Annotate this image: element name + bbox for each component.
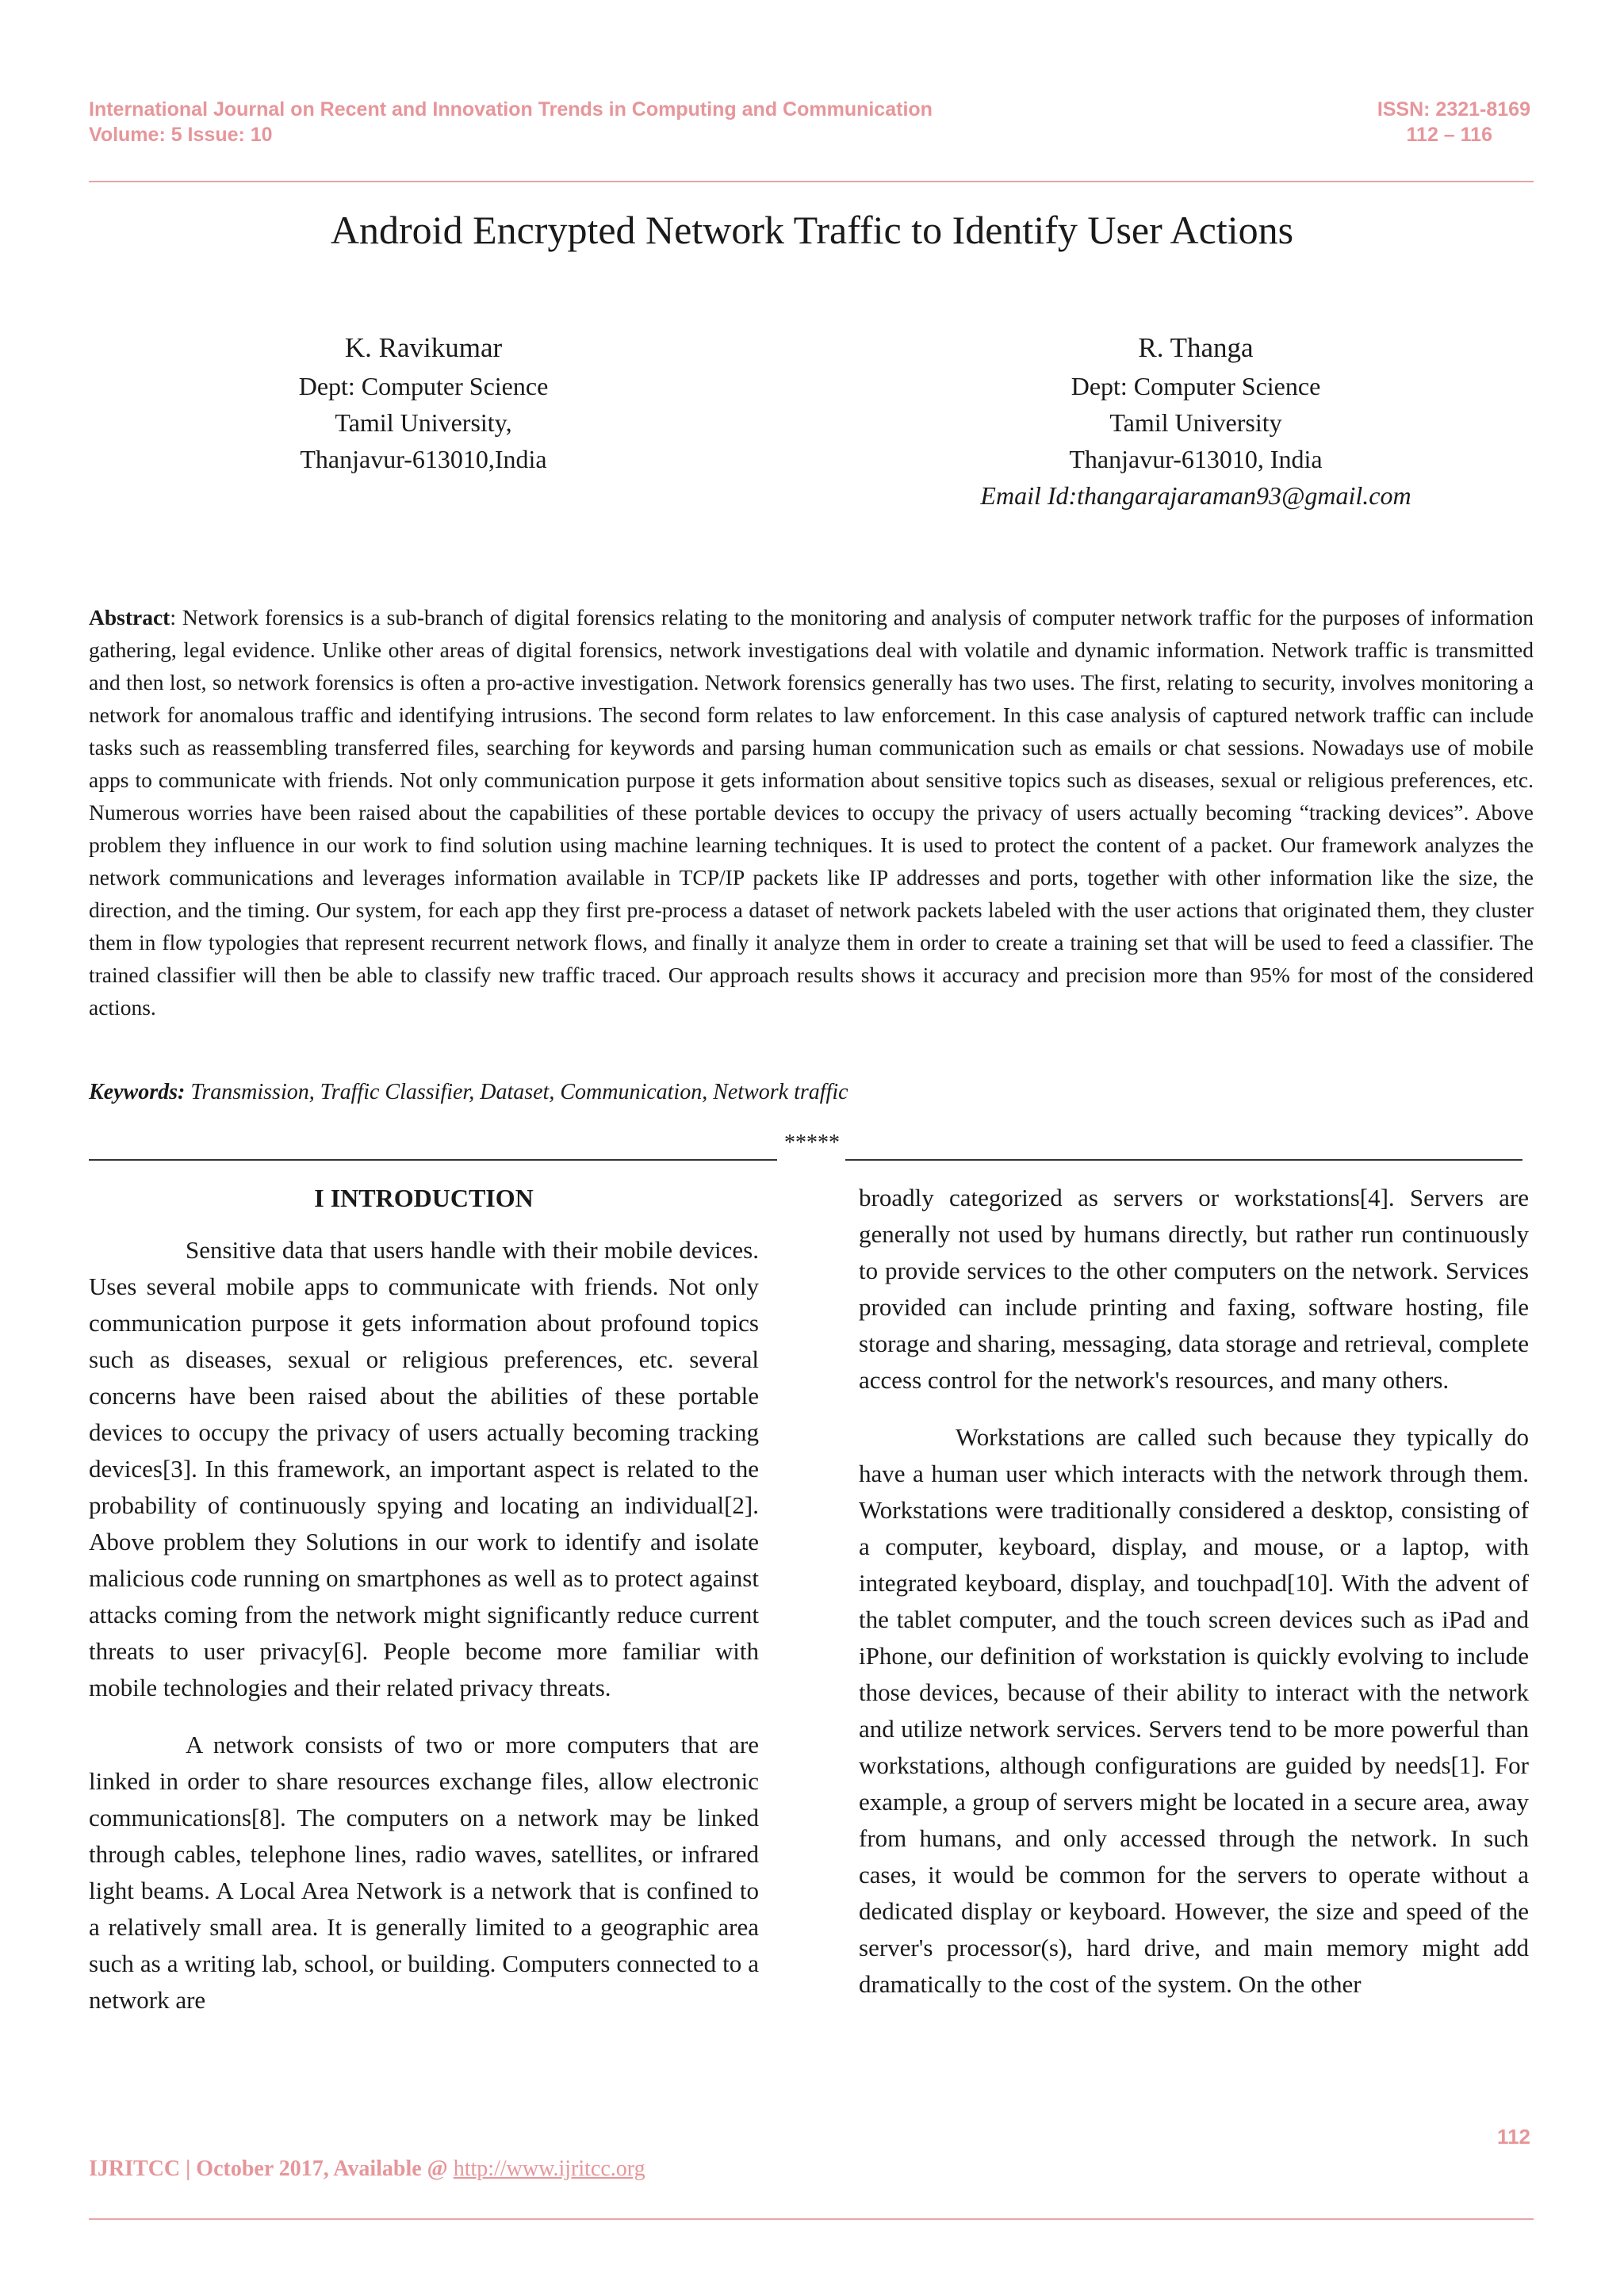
author-block-1 [170, 328, 677, 477]
author-university: Tamil University [1109, 408, 1282, 437]
author-name: R. Thanga [1138, 332, 1254, 363]
separator-rule-left [89, 1159, 777, 1161]
journal-pages: 112 – 116 [1406, 124, 1492, 146]
right-column [859, 1180, 1529, 2003]
author-address: Thanjavur-613010, India [1069, 445, 1323, 473]
header-rule [89, 181, 1534, 182]
author-name: K. Ravikumar [344, 332, 503, 363]
abstract [89, 601, 1534, 1024]
page-number: 112 [1497, 2125, 1530, 2149]
keywords [89, 1077, 1534, 1108]
footer-text: IJRITCC | October 2017, Available @ [89, 2156, 454, 2181]
abstract-text: : Network forensics is a sub-branch of digital forensics relating to the monitoring and analysis of computer network traffic for the purposes of information gathering, legal evidence. Unlike other areas of digital forensics, network investigations deal with volatile and dynamic information. Network traffic is transmitted and then lost, so network forensics is often a pro-active investigation. Network forensics generally has two uses. The first, relating to security, involves monitoring a network for anomalous traffic and identifying intrusions. The second form relates to law enforcement. In this case analysis of captured network traffic can include tasks such as reassembling transferred files, searching for keywords and parsing human communication such as emails or chat sessions. Nowadays use of mobile apps to communicate with friends. Not only communication purpose it gets information about sensitive topics such as diseases, sexual or religious preferences, etc. Numerous worries have been raised about the capabilities of these portable devices to occupy the privacy of users actually becoming “tracking devices”. Above problem they influence in our work to find solution using machine learning techniques. It is used to protect the content of a packet. Our framework analyzes the network communications and leverages information available in TCP/IP packets like IP addresses and ports, together with other information like the size, the direction, and the timing. Our system, for each app they first pre-process a dataset of network packets labeled with the user actions that originated them, they cluster them in flow typologies that represent recurrent network flows, and finally it analyze them in order to create a training set that will be used to feed a classifier. The trained classifier will then be able to classify new traffic traced. Our approach results shows it accuracy and precision more than 95% for most of the considered actions. [89, 605, 1534, 1020]
journal-issn: ISSN: 2321-8169 [1377, 98, 1530, 121]
abstract-label: Abstract [89, 605, 170, 629]
paragraph: A network consists of two or more computers that are linked in order to share resources exchange files, allow electronic communications[8]. The computers on a network may be linked through cables, telephone lines, radio waves, satellites, or infrared light beams. A Local Area Network is a network that is confined to a relatively small area. It is generally limited to a geographic area such as a writing lab, school, or building. Computers connected to a network are [89, 1731, 759, 2014]
journal-name: International Journal on Recent and Innovation Trends in Computing and Communication [89, 98, 933, 121]
paragraph: broadly categorized as servers or workstations[4]. Servers are generally not used by humans directly, but rather run continuously to provide services to the other computers on the network. Services provided can include printing and faxing, software hosting, file storage and sharing, messaging, data storage and retrieval, complete access control for the network's resources, and many others. [859, 1184, 1529, 1394]
paper-title: Android Encrypted Network Traffic to Identify User Actions [330, 208, 1294, 252]
paragraph: Sensitive data that users handle with their mobile devices. Uses several mobile apps to communicate with friends. Not only communication purpose it gets information about profound topics such as diseases, sexual or religious preferences, etc. several concerns have been raised about the abilities of these portable devices to occupy the privacy of users actually becoming tracking devices[3]. In this framework, an important aspect is related to the probability of continuously spying and locating an individual[2]. Above problem they Solutions in our work to identify and isolate malicious code running on smartphones as well as to protect against attacks coming from the network might significantly reduce current threats to user privacy[6]. People become more familiar with mobile technologies and their related privacy threats. [89, 1236, 759, 1701]
author-block-2 [942, 328, 1450, 514]
journal-volume: Volume: 5 Issue: 10 [89, 124, 273, 146]
keywords-text: Transmission, Traffic Classifier, Dataset, Communication, Network traffic [185, 1080, 848, 1104]
separator-stars: ***** [784, 1131, 840, 1155]
section-heading: I INTRODUCTION [314, 1184, 534, 1212]
author-email: Email Id:thangarajaraman93@gmail.com [980, 481, 1411, 510]
author-dept: Dept: Computer Science [1071, 372, 1321, 400]
author-dept: Dept: Computer Science [298, 372, 549, 400]
left-column [89, 1180, 759, 2019]
paragraph: Workstations are called such because they typically do have a human user which interacts with the network through them. Workstations were traditionally considered a desktop, consisting of a computer, keyboard, display, and mouse, or a laptop, with integrated keyboard, display, and touchpad[10]. With the advent of the tablet computer, and the touch screen devices such as iPad and iPhone, our definition of workstation is quickly evolving to include those devices, because of their ability to interact with the network and utilize network services. Servers tend to be more powerful than workstations, although configurations are guided by needs[1]. For example, a group of servers might be located in a secure area, away from humans, and only accessed through the network. In such cases, it would be common for the servers to operate without a dedicated display or keyboard. However, the size and speed of the server's processor(s), hard drive, and main memory might add dramatically to the cost of the system. On the other [859, 1423, 1529, 1998]
footer-link[interactable]: http://www.ijritcc.org [453, 2156, 645, 2181]
footer [89, 2156, 645, 2182]
author-address: Thanjavur-613010,India [300, 445, 547, 473]
separator-rule-right [845, 1159, 1522, 1161]
author-university: Tamil University, [335, 408, 512, 437]
footer-rule [89, 2218, 1534, 2220]
keywords-label: Keywords: [89, 1080, 186, 1104]
